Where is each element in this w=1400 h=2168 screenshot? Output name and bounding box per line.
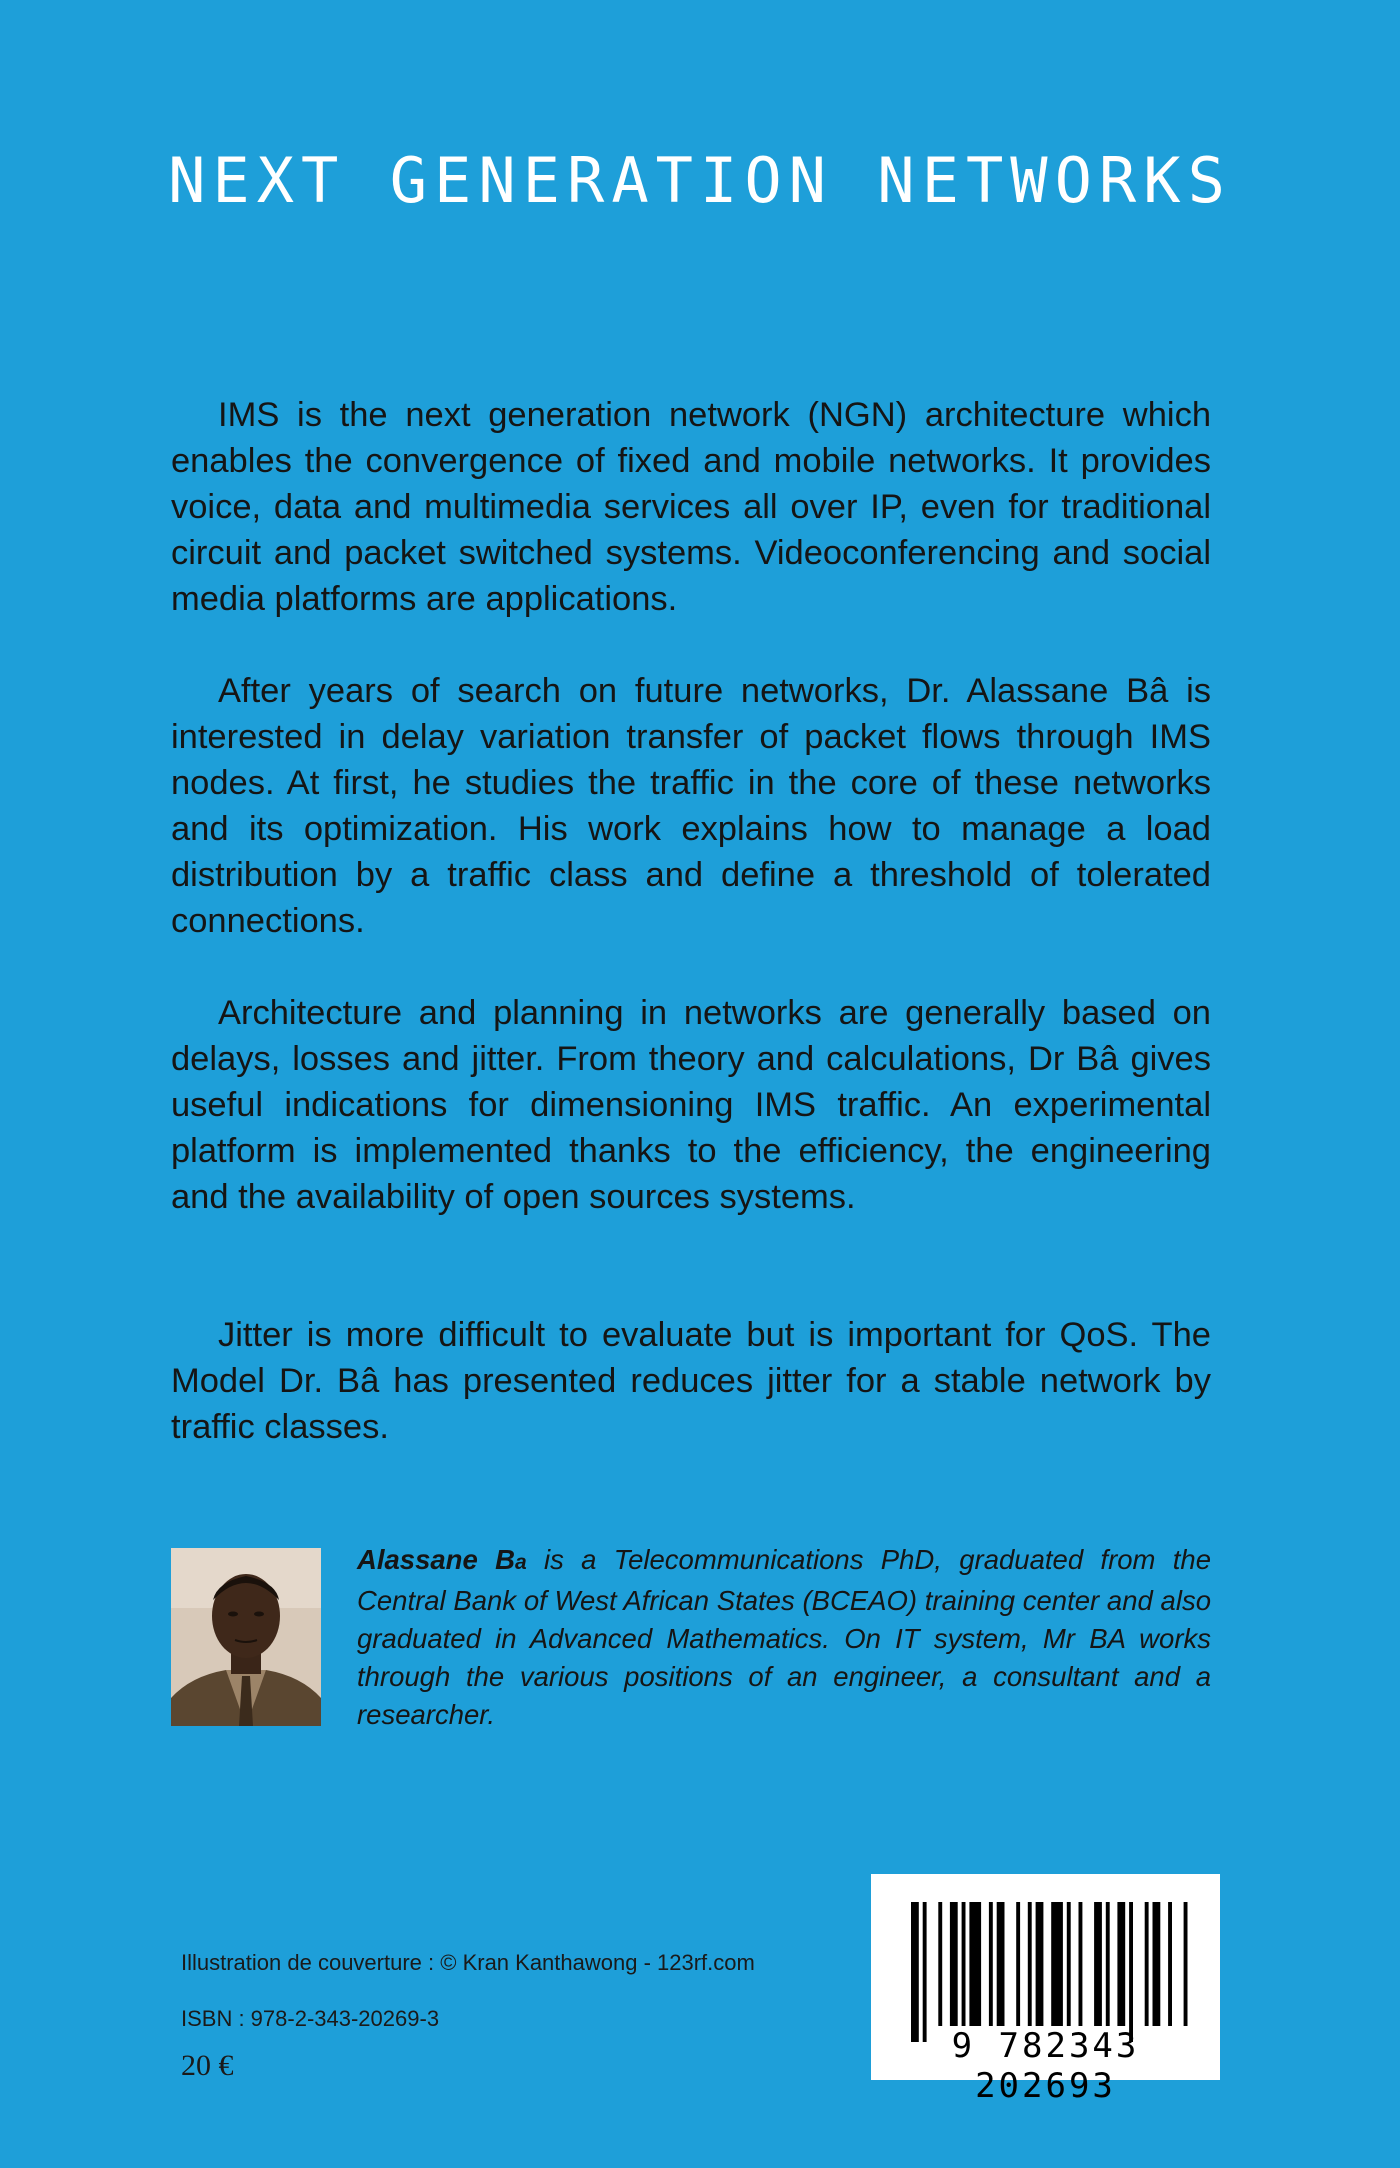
isbn: ISBN : 978-2-343-20269-3 bbox=[181, 2006, 440, 2031]
price: 20 € bbox=[181, 2049, 234, 2082]
barcode-bar bbox=[1129, 1902, 1133, 2042]
author-portrait-image bbox=[171, 1548, 321, 1726]
cover-title: NEXT GENERATION NETWORKS bbox=[168, 144, 1232, 217]
description bbox=[171, 392, 1211, 1450]
barcode-bar bbox=[938, 1902, 942, 2026]
barcode-bar bbox=[969, 1902, 981, 2026]
barcode-bar bbox=[923, 1902, 927, 2042]
author-photo bbox=[171, 1548, 321, 1726]
description-paragraph-2: After years of search on future networks, Dr. Alassane Bâ is interested in delay variation transfer of packet flows through IMS nodes. At first, he studies the traffic in the core of these networks and its optimization. His work explains how to manage a load distribution by a traffic class and define a threshold of tolerated connections. bbox=[171, 672, 1211, 940]
description-paragraph-3: Architecture and planning in networks are generally based on delays, losses and jitter. From theory and calculations, Dr Bâ gives useful indications for dimensioning IMS traffic. An experimental platform is implemented thanks to the efficiency, the engineering and the availability of open sources systems. bbox=[171, 994, 1211, 1216]
barcode-bar bbox=[1079, 1902, 1083, 2026]
barcode-bar bbox=[997, 1902, 1005, 2026]
barcode-bar bbox=[1117, 1902, 1125, 2026]
barcode-bar bbox=[1168, 1902, 1172, 2026]
barcode-bar bbox=[1051, 1902, 1063, 2026]
barcode-bar bbox=[1106, 1902, 1110, 2026]
barcode-bar bbox=[1036, 1902, 1044, 2026]
barcode-bar bbox=[1016, 1902, 1020, 2026]
author-bio-text: is a Telecommunications PhD, graduated from the Central Bank of West African States (BCEAO) training center and also graduated in Advanced Mathematics. On IT system, Mr BA works through the various positions of an engineer, a consultant and a researcher. bbox=[357, 1544, 1211, 1730]
barcode-bar bbox=[1094, 1902, 1102, 2026]
description-paragraph-1: IMS is the next generation network (NGN) architecture which enables the convergence of fixed and mobile networks. It provides voice, data and multimedia services all over IP, even for traditional circuit and packet switched systems. Videoconferencing and social media platforms are applications. bbox=[171, 396, 1211, 618]
author-bio bbox=[357, 1541, 1211, 1734]
barcode-bar bbox=[1145, 1902, 1149, 2026]
barcode-bar bbox=[962, 1902, 966, 2026]
author-name: Alassane Ba bbox=[357, 1544, 527, 1575]
barcode-bar bbox=[950, 1902, 958, 2026]
barcode-bar bbox=[1153, 1902, 1161, 2026]
barcode-bar bbox=[989, 1902, 993, 2026]
cover-illustration-credit: Illustration de couverture : © Kran Kanthawong - 123rf.com bbox=[181, 1950, 755, 1975]
barcode-digits: 9 782343 202693 bbox=[951, 2026, 1140, 2106]
barcode-bar bbox=[1184, 1902, 1188, 2026]
barcode-bar bbox=[1028, 1902, 1032, 2026]
barcode bbox=[871, 1874, 1220, 2106]
barcode-bar bbox=[1067, 1902, 1071, 2026]
barcode-bar bbox=[911, 1902, 919, 2042]
description-paragraph-4: Jitter is more difficult to evaluate but is important for QoS. The Model Dr. Bâ has presented reduces jitter for a stable network by traffic classes. bbox=[171, 1316, 1211, 1446]
